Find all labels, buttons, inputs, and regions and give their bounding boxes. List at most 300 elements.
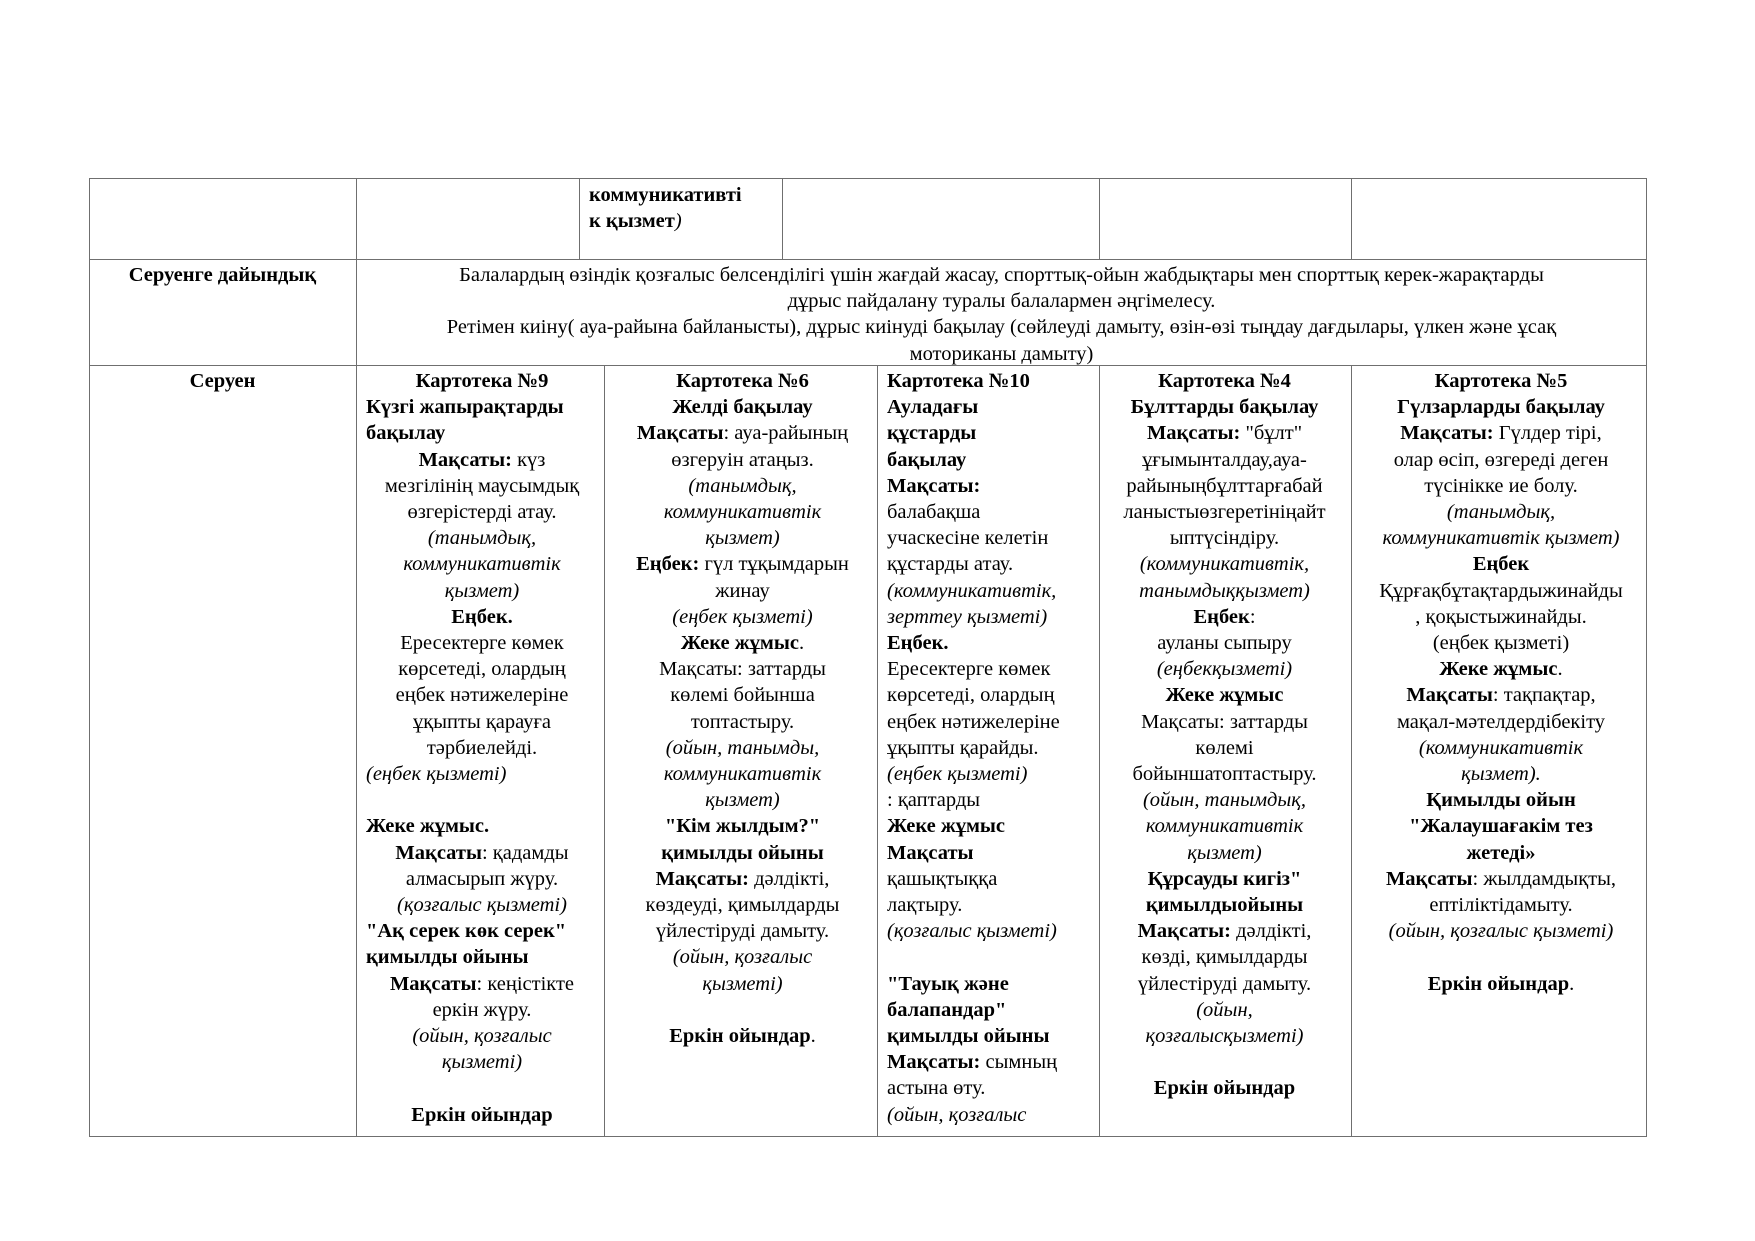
walk-column-4-line xyxy=(1103,394,1346,420)
walk-column-1-line xyxy=(366,394,598,420)
walk-column-4-line xyxy=(1103,761,1346,787)
walk-column-3 xyxy=(887,368,1095,1128)
walk-column-4-text: ланыстыөзгеретініңайт xyxy=(1123,501,1326,524)
walk-column-3-text: ұқыпты қарайды. xyxy=(887,736,1039,759)
walk-column-2-line xyxy=(614,918,871,944)
walk-column-4-text: (еңбекқызметі) xyxy=(1156,658,1293,681)
walk-column-3-line xyxy=(887,735,1095,761)
walk-column-5-text: Мақсаты xyxy=(1385,867,1473,890)
walk-column-5-text: Жеке жұмыс xyxy=(1439,658,1558,681)
walk-column-5-text: ептіліктідамыту. xyxy=(1429,894,1573,917)
walk-column-4-line xyxy=(1103,944,1346,970)
walk-column-5-text: (коммуникативтік xyxy=(1418,736,1584,759)
walk-column-2-text: гүл тұқымдарын xyxy=(699,553,849,576)
walk-column-1-text: Күзгі жапырақтарды xyxy=(366,396,564,419)
walk-column-5-text: түсінікке ие болу. xyxy=(1424,474,1578,497)
walk-column-3-text: учаскесіне келетін xyxy=(887,527,1049,550)
walk-column-5-text: Гүлдер тірі, xyxy=(1493,422,1602,445)
walk-column-5-line xyxy=(1361,787,1641,813)
walk-column-4-text: Мақсаты: xyxy=(1146,422,1241,445)
walk-column-5-line xyxy=(1361,499,1641,525)
walk-column-4-line xyxy=(1103,1023,1346,1049)
walk-column-2-line xyxy=(614,473,871,499)
walk-column-3-line xyxy=(887,656,1095,682)
walk-column-2-line xyxy=(614,840,871,866)
top-row-fragment-bold: к қызмет xyxy=(589,210,675,233)
walk-column-5-text: мақал-мәтелдердібекіту xyxy=(1396,710,1606,733)
walk-column-1-line xyxy=(366,420,598,446)
walk-column-5-line xyxy=(1361,604,1641,630)
walk-column-3-text: (коммуникативтік, xyxy=(887,579,1057,602)
walk-column-4-line xyxy=(1103,682,1346,708)
walk-column-4-text: коммуникативтік xyxy=(1145,815,1304,838)
walk-column-1-text: Мақсаты: xyxy=(418,448,512,471)
walk-column-4-line xyxy=(1103,1049,1346,1075)
top-row-divider-2 xyxy=(782,178,783,260)
walk-column-2-line xyxy=(614,499,871,525)
walk-column-4-line xyxy=(1103,368,1346,394)
prep-row-line-1: Балалардың өзіндік қозғалыс белсенділігі үшін жағдай жасау, спорттық-ойын жабдықтары мен спорттық керек-жарақтарды xyxy=(459,264,1544,286)
walk-column-2-text: (ойын, қозғалыс xyxy=(672,946,813,969)
walk-column-3-text: Картотека №10 xyxy=(887,370,1030,392)
walk-column-4-text: (ойын, танымдық, xyxy=(1142,789,1307,812)
walk-column-2-line xyxy=(614,656,871,682)
walk-column-1-text: Мақсаты xyxy=(389,972,477,995)
walk-column-4-text: танымдыққызмет) xyxy=(1139,579,1310,602)
walk-column-3-text: Мақсаты: xyxy=(887,1051,981,1074)
walk-column-5 xyxy=(1361,368,1641,997)
walk-column-1-text: Мақсаты xyxy=(395,841,482,864)
walk-column-2-line xyxy=(614,892,871,918)
walk-column-1-line xyxy=(366,1049,598,1075)
walk-column-1-line xyxy=(366,787,598,813)
walk-column-4-line xyxy=(1103,447,1346,473)
top-row-fragment-paren: ) xyxy=(674,210,682,233)
walk-column-4-line xyxy=(1103,918,1346,944)
walk-column-3-line xyxy=(887,761,1095,787)
walk-column-1-text: көрсетеді, олардың xyxy=(398,658,566,681)
walk-column-1 xyxy=(366,368,598,1128)
walk-column-1-text: Картотека №9 xyxy=(415,370,549,392)
walk-column-3-line xyxy=(887,866,1095,892)
walk-column-4-line xyxy=(1103,997,1346,1023)
walk-column-1-text: Еркін ойындар xyxy=(411,1103,553,1126)
walk-column-5-text: . xyxy=(1569,972,1575,995)
walk-column-3-text: (ойын, қозғалыс xyxy=(887,1103,1027,1126)
walk-column-2-text: . xyxy=(798,632,805,655)
walk-column-3-line xyxy=(887,682,1095,708)
walk-column-5-text: Гүлзарларды бақылау xyxy=(1397,396,1605,419)
walk-column-5-line xyxy=(1361,682,1641,708)
walk-column-3-line xyxy=(887,971,1095,997)
walk-column-1-line xyxy=(366,735,598,761)
walk-column-5-line xyxy=(1361,840,1641,866)
walk-column-2-text: көлемі бойынша xyxy=(670,684,815,707)
walk-column-1-text: Ересектерге көмек xyxy=(400,632,564,655)
walk-column-2-line xyxy=(614,578,871,604)
walk-column-1-line xyxy=(366,971,598,997)
walk-column-2-text: (ойын, танымды, xyxy=(665,736,820,759)
walk-column-3-text: Мақсаты xyxy=(887,841,974,864)
walk-column-1-text: (еңбек қызметі) xyxy=(366,763,507,786)
walk-column-2-text: "Кім жылдым?" xyxy=(664,815,821,838)
walk-column-1-line xyxy=(366,866,598,892)
walk-column-4-line xyxy=(1103,840,1346,866)
walk-column-2-text: Мақсаты: заттарды xyxy=(659,658,826,681)
walk-column-1-line xyxy=(366,447,598,473)
walk-column-2-line xyxy=(614,944,871,970)
walk-column-5-text: Еркін ойындар xyxy=(1427,972,1570,995)
walk-column-4-text: қозғалысқызметі) xyxy=(1145,1025,1304,1048)
walk-column-1-text: қимылды ойыны xyxy=(366,946,529,969)
walk-column-4-text: ыптүсіндіру. xyxy=(1169,527,1280,550)
walk-column-3-line xyxy=(887,630,1095,656)
walk-column-3-line xyxy=(887,420,1095,446)
walk-column-3-line xyxy=(887,525,1095,551)
prep-row-line-2: дұрыс пайдалану туралы балалармен әңгімелесу. xyxy=(787,290,1216,313)
walk-column-2-text: коммуникативтік xyxy=(663,501,822,524)
walk-column-1-text: Еңбек. xyxy=(451,605,513,628)
walk-column-4-text: көлемі xyxy=(1195,736,1254,759)
walk-column-3-text: қимылды ойыны xyxy=(887,1025,1050,1048)
walk-column-3-text: (еңбек қызметі) xyxy=(887,763,1028,786)
top-row-divider-1 xyxy=(579,178,580,260)
walk-column-2-text: өзгеруін атаңыз. xyxy=(671,448,814,471)
walk-column-3-line xyxy=(887,551,1095,577)
walk-column-5-line xyxy=(1361,656,1641,682)
walk-column-4-text: райыныңбұлттарғабай xyxy=(1126,474,1323,497)
walk-column-5-line xyxy=(1361,368,1641,394)
walk-column-2-line xyxy=(614,971,871,997)
walk-column-2-text: Еркін ойындар xyxy=(669,1025,811,1048)
walk-column-5-text: : тақпақтар, xyxy=(1492,684,1596,707)
walk-column-5-text: Құрғақбұтақтардыжинайды xyxy=(1379,579,1623,602)
walk-column-4-line xyxy=(1103,813,1346,839)
top-row-fragment-cell xyxy=(589,182,777,234)
walk-column-5-line xyxy=(1361,420,1641,446)
walk-column-1-text: "Ақ серек көк серек" xyxy=(366,920,567,943)
walk-column-3-text: Еңбек. xyxy=(887,632,949,655)
walk-column-1-text: еңбек нәтижелеріне xyxy=(395,684,569,707)
walk-column-4-text: (коммуникативтік, xyxy=(1139,553,1310,576)
walk-row-label: Серуен xyxy=(189,370,256,392)
walk-column-5-text: , қоқыстыжинайды. xyxy=(1415,605,1587,628)
walk-column-4-text: Құрсауды кигіз" xyxy=(1147,867,1302,890)
walk-column-3-line xyxy=(887,840,1095,866)
walk-column-5-line xyxy=(1361,918,1641,944)
walk-column-3-line xyxy=(887,368,1095,394)
walk-column-1-line xyxy=(366,1023,598,1049)
walk-column-3-text: балабақша xyxy=(887,501,981,524)
walk-column-1-line xyxy=(366,709,598,735)
walk-column-3-text: құстарды xyxy=(887,422,977,445)
walk-column-3-text: : қаптарды xyxy=(887,789,981,812)
walk-column-5-line xyxy=(1361,866,1641,892)
walk-column-1-text: бақылау xyxy=(366,422,446,445)
walk-column-4-text: Еңбек xyxy=(1193,605,1250,628)
walk-column-4-line xyxy=(1103,971,1346,997)
walk-column-5-text: : жылдамдықты, xyxy=(1472,867,1617,890)
walk-column-5-line xyxy=(1361,735,1641,761)
walk-column-2-line xyxy=(614,813,871,839)
walk-column-3-line xyxy=(887,918,1095,944)
walk-column-1-line xyxy=(366,813,598,839)
walk-column-5-text: Еңбек xyxy=(1472,553,1530,576)
walk-column-5-text: (танымдық, xyxy=(1446,501,1556,524)
walk-column-3-text: астына өту. xyxy=(887,1077,986,1100)
walk-column-2-text: дәлдікті, xyxy=(748,867,830,890)
walk-column-1-line xyxy=(366,525,598,551)
walk-column-3-text: Мақсаты: xyxy=(887,474,981,497)
walk-column-1-text: алмасырып жүру. xyxy=(405,867,559,890)
walk-column-1-text: (ойын, қозғалыс xyxy=(412,1025,552,1048)
walk-column-1-line xyxy=(366,944,598,970)
row-divider-1 xyxy=(89,259,1647,260)
walk-column-3-text: көрсетеді, олардың xyxy=(887,684,1055,707)
walk-column-5-text: (еңбек қызметі) xyxy=(1432,632,1570,655)
walk-column-3-line xyxy=(887,394,1095,420)
walk-column-5-line xyxy=(1361,473,1641,499)
walk-column-5-line xyxy=(1361,709,1641,735)
walk-row-divider-1 xyxy=(604,365,605,1137)
walk-column-2-text: Картотека №6 xyxy=(676,370,809,392)
walk-column-1-line xyxy=(366,656,598,682)
top-row-divider-4 xyxy=(1351,178,1352,260)
walk-column-4-text: Мақсаты: xyxy=(1137,920,1231,943)
walk-column-5-line xyxy=(1361,892,1641,918)
walk-column-3-line xyxy=(887,892,1095,918)
walk-column-5-line xyxy=(1361,551,1641,577)
walk-column-3-line xyxy=(887,473,1095,499)
top-row-fragment-line-1: коммуникативті xyxy=(589,184,742,206)
walk-column-2 xyxy=(614,368,871,1049)
walk-column-2-line xyxy=(614,866,871,892)
walk-column-4-line xyxy=(1103,656,1346,682)
walk-column-1-text: өзгерістерді атау. xyxy=(407,501,557,524)
walk-column-4-text: (ойын, xyxy=(1196,998,1253,1021)
walk-column-1-text: қызмет) xyxy=(444,579,520,602)
walk-row-divider-2 xyxy=(877,365,878,1137)
walk-column-3-line xyxy=(887,604,1095,630)
walk-column-3-line xyxy=(887,447,1095,473)
walk-column-1-line xyxy=(366,630,598,656)
walk-column-3-line xyxy=(887,1102,1095,1128)
walk-column-5-line xyxy=(1361,813,1641,839)
walk-column-3-text: зерттеу қызметі) xyxy=(887,605,1048,628)
walk-column-3-text: еңбек нәтижелеріне xyxy=(887,710,1060,733)
walk-column-5-line xyxy=(1361,630,1641,656)
walk-column-3-line xyxy=(887,578,1095,604)
walk-column-2-text: . xyxy=(810,1025,816,1048)
walk-column-5-text: коммуникативтік қызмет) xyxy=(1382,527,1620,550)
walk-column-4-text: ұғымынталдау,ауа- xyxy=(1142,448,1307,471)
walk-column-5-text: Қимылды ойын xyxy=(1426,789,1576,812)
walk-column-2-text: қызметі) xyxy=(702,972,783,995)
walk-column-5-text: . xyxy=(1557,658,1563,681)
walk-column-2-line xyxy=(614,682,871,708)
walk-column-4-text: Мақсаты: заттарды xyxy=(1141,710,1308,733)
walk-column-4-text: "бұлт" xyxy=(1240,422,1303,445)
walk-column-4-text: Еркін ойындар xyxy=(1153,1077,1296,1100)
walk-column-5-line xyxy=(1361,578,1641,604)
walk-column-2-line xyxy=(614,420,871,446)
walk-column-1-text: қызметі) xyxy=(441,1051,523,1074)
walk-column-2-line xyxy=(614,997,871,1023)
walk-column-3-text: (қозғалыс қызметі) xyxy=(887,920,1057,943)
walk-column-1-text: (қозғалыс қызметі) xyxy=(397,894,567,917)
walk-row-divider-3 xyxy=(1099,365,1100,1137)
walk-column-1-text: Жеке жұмыс. xyxy=(366,815,490,838)
table-left-border xyxy=(89,178,90,1137)
walk-column-4-text: дәлдікті, xyxy=(1230,920,1312,943)
walk-column-3-text: Ауладағы xyxy=(887,396,979,419)
walk-column-4-text: Жеке жұмыс xyxy=(1165,684,1284,707)
walk-column-5-text: (ойын, қозғалыс қызметі) xyxy=(1388,920,1614,943)
table-bottom-border xyxy=(89,1136,1647,1137)
walk-column-1-line xyxy=(366,761,598,787)
walk-column-3-line xyxy=(887,709,1095,735)
prep-row-line-4: моториканы дамыту) xyxy=(909,342,1094,365)
walk-column-2-line xyxy=(614,447,871,473)
walk-column-2-text: (еңбек қызметі) xyxy=(672,605,813,628)
walk-column-3-text: балапандар" xyxy=(887,998,1007,1021)
walk-row-divider-4 xyxy=(1351,365,1352,1137)
top-row-divider-3 xyxy=(1099,178,1100,260)
walk-column-4-line xyxy=(1103,709,1346,735)
walk-column-1-line xyxy=(366,499,598,525)
walk-column-1-text: тәрбиелейді. xyxy=(426,736,538,759)
walk-column-5-line xyxy=(1361,394,1641,420)
walk-column-3-line xyxy=(887,1075,1095,1101)
walk-column-4-line xyxy=(1103,551,1346,577)
walk-column-2-text: қимылды ойыны xyxy=(661,841,824,864)
walk-column-5-text: қызмет). xyxy=(1461,763,1541,786)
walk-column-5-text: "Жалаушағакім тез xyxy=(1409,815,1593,838)
walk-column-1-line xyxy=(366,473,598,499)
walk-column-2-line xyxy=(614,709,871,735)
walk-column-1-text: коммуникативтік xyxy=(403,553,561,576)
prep-row-line-3: Ретімен киіну( ауа-райына байланысты), дұрыс киінуді бақылау (сөйлеуді дамыту, өзін-өзі тыңдау дағдылары, үлкен және ұсақ xyxy=(446,316,1557,339)
walk-column-2-line xyxy=(614,525,871,551)
walk-column-4-line xyxy=(1103,735,1346,761)
walk-column-3-text: сымның xyxy=(980,1051,1058,1074)
walk-column-1-line xyxy=(366,918,598,944)
walk-column-5-line xyxy=(1361,447,1641,473)
walk-column-5-line xyxy=(1361,971,1641,997)
walk-column-3-line xyxy=(887,997,1095,1023)
walk-column-5-line xyxy=(1361,944,1641,970)
walk-column-1-line xyxy=(366,840,598,866)
walk-column-4-line xyxy=(1103,525,1346,551)
walk-column-5-text: Мақсаты xyxy=(1406,684,1493,707)
walk-column-4-text: көзді, қимылдарды xyxy=(1141,946,1308,969)
walk-column-2-line xyxy=(614,787,871,813)
walk-column-1-line xyxy=(366,551,598,577)
walk-column-3-line xyxy=(887,499,1095,525)
walk-column-3-text: "Тауық және xyxy=(887,972,1009,995)
walk-column-5-line xyxy=(1361,761,1641,787)
walk-column-4 xyxy=(1103,368,1346,1102)
walk-column-4-text: Бұлттарды бақылау xyxy=(1130,396,1319,419)
walk-column-4-line xyxy=(1103,499,1346,525)
walk-column-4-text: қызмет) xyxy=(1187,841,1262,864)
walk-column-3-text: лақтыру. xyxy=(887,894,963,917)
walk-column-2-text: топтастыру. xyxy=(690,710,795,733)
walk-column-2-line xyxy=(614,368,871,394)
walk-column-1-line xyxy=(366,604,598,630)
walk-column-1-line xyxy=(366,1102,598,1128)
walk-column-1-line xyxy=(366,578,598,604)
walk-column-2-line xyxy=(614,630,871,656)
walk-column-2-text: Жеке жұмыс xyxy=(680,632,799,655)
walk-column-3-line xyxy=(887,944,1095,970)
walk-column-3-line xyxy=(887,1023,1095,1049)
walk-column-3-line xyxy=(887,787,1095,813)
walk-column-1-text: (танымдық, xyxy=(427,527,537,550)
walk-column-4-line xyxy=(1103,604,1346,630)
walk-column-1-line xyxy=(366,682,598,708)
walk-column-1-text: ұқыпты қарауға xyxy=(413,710,551,733)
walk-column-4-line xyxy=(1103,578,1346,604)
table-top-border xyxy=(89,178,1647,179)
walk-column-4-line xyxy=(1103,892,1346,918)
walk-column-2-text: коммуникативтік xyxy=(663,763,822,786)
walk-column-1-text: күз xyxy=(511,448,546,471)
walk-column-3-text: Жеке жұмыс xyxy=(887,815,1006,838)
walk-column-5-text: Мақсаты: xyxy=(1400,422,1494,445)
walk-column-3-text: Ересектерге көмек xyxy=(887,658,1051,681)
walk-column-4-text: қимылдыойыны xyxy=(1145,894,1304,917)
walk-column-2-line xyxy=(614,604,871,630)
walk-column-1-text: еркін жүру. xyxy=(432,998,532,1021)
walk-column-2-text: (танымдық, xyxy=(688,474,797,497)
walk-column-1-line xyxy=(366,892,598,918)
walk-column-2-text: Мақсаты: xyxy=(655,867,749,890)
walk-column-4-text: бойыншатоптастыру. xyxy=(1132,763,1317,786)
walk-column-3-line xyxy=(887,813,1095,839)
walk-column-2-line xyxy=(614,551,871,577)
walk-column-4-line xyxy=(1103,420,1346,446)
walk-column-4-text: Картотека №4 xyxy=(1158,370,1291,392)
walk-column-1-line xyxy=(366,1075,598,1101)
walk-column-2-text: қызмет) xyxy=(705,527,780,550)
walk-column-4-text: : xyxy=(1249,605,1256,628)
walk-column-2-text: көздеуді, қимылдарды xyxy=(645,894,840,917)
walk-column-3-text: бақылау xyxy=(887,448,967,471)
walk-column-2-line xyxy=(614,394,871,420)
walk-column-4-text: ауланы сыпыру xyxy=(1157,632,1292,655)
table-right-border xyxy=(1646,178,1647,1137)
walk-column-5-text: олар өсіп, өзгереді деген xyxy=(1393,448,1609,471)
walk-column-5-line xyxy=(1361,525,1641,551)
walk-column-2-line xyxy=(614,761,871,787)
walk-column-2-text: қызмет) xyxy=(705,789,780,812)
walk-column-2-line xyxy=(614,735,871,761)
walk-column-2-text: жинау xyxy=(715,579,770,602)
walk-column-4-line xyxy=(1103,866,1346,892)
walk-column-1-text: : қадамды xyxy=(481,841,569,864)
prep-row-text xyxy=(357,262,1646,367)
walk-column-5-text: Картотека №5 xyxy=(1434,370,1568,392)
prep-row-label: Серуенге дайындық xyxy=(128,264,317,286)
walk-column-2-text: Мақсаты xyxy=(636,422,724,445)
walk-column-5-text: жетеді» xyxy=(1466,841,1536,864)
walk-column-1-line xyxy=(366,997,598,1023)
walk-column-4-line xyxy=(1103,473,1346,499)
top-row-fragment-line-2 xyxy=(589,208,777,234)
walk-column-2-text: : ауа-райының xyxy=(723,422,849,445)
walk-column-1-line xyxy=(366,368,598,394)
